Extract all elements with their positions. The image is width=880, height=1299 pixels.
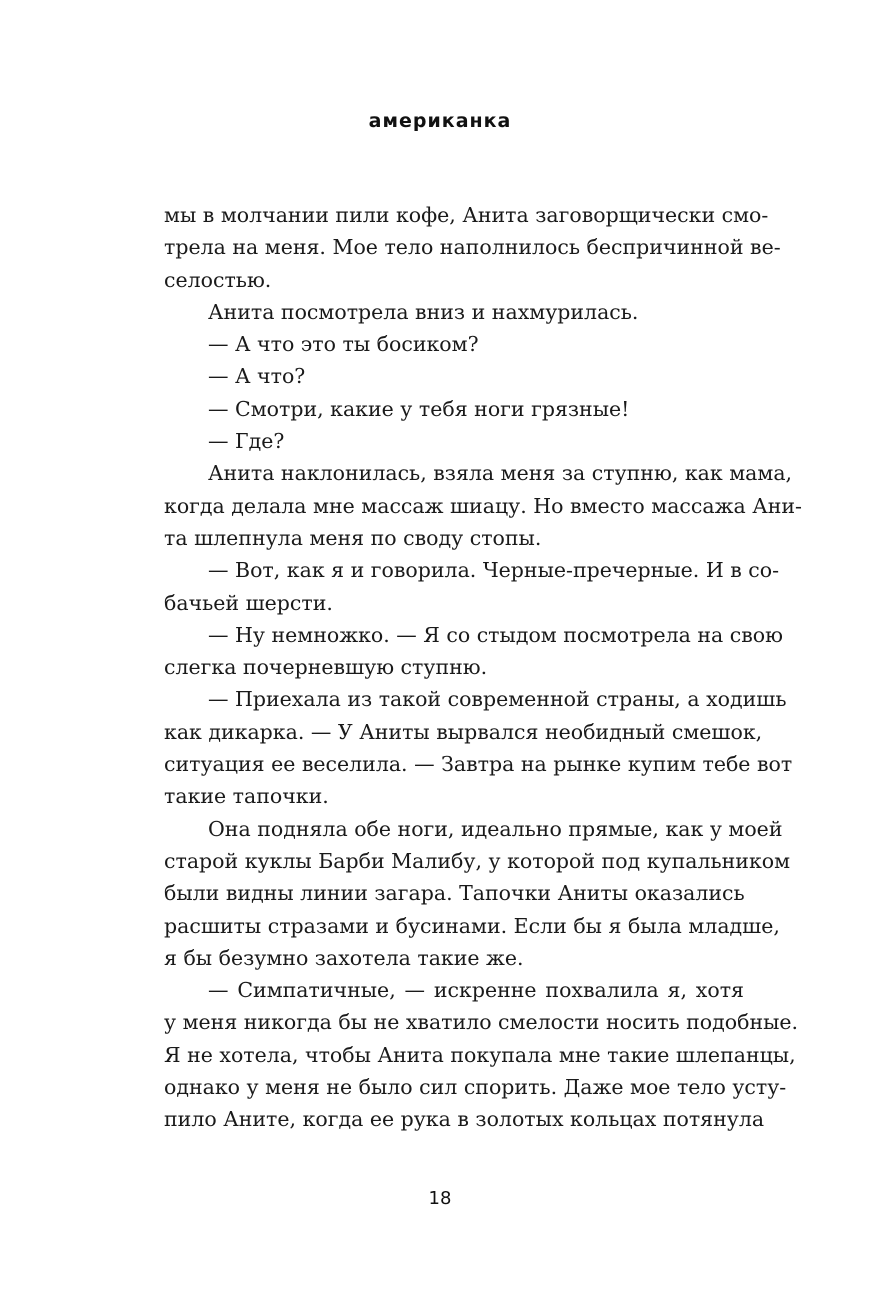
text-line: как дикарка. — У Аниты вырвался необидный смешок, bbox=[164, 719, 763, 744]
text-line: расшиты стразами и бусинами. Если бы я была младше, bbox=[164, 913, 780, 938]
text-line: мы в молчании пили кофе, Анита заговорщически смо- bbox=[164, 203, 769, 227]
text-line: старой куклы Барби Малибу, у которой под купальником bbox=[164, 848, 791, 873]
paragraph bbox=[164, 360, 744, 392]
paragraph bbox=[164, 813, 791, 974]
text-line: такие тапочки. bbox=[164, 784, 329, 809]
text-line: — А что это ты босиком? bbox=[208, 332, 479, 357]
text-line: были видны линии загара. Тапочки Аниты оказались bbox=[164, 881, 745, 906]
text-line: — Приехала из такой современной страны, а ходишь bbox=[208, 687, 787, 712]
text-line: Анита наклонилась, взяла меня за ступню, как мама, bbox=[208, 461, 793, 486]
paragraph bbox=[164, 554, 780, 619]
text-line: — Ну немножко. — Я со стыдом посмотрела на свою bbox=[208, 622, 784, 647]
text-line: — А что? bbox=[208, 364, 306, 389]
text-line: Она подняла обе ноги, идеально прямые, как у моей bbox=[208, 816, 783, 841]
text-line: у меня никогда бы не хватило смелости носить подобные. bbox=[164, 1010, 799, 1035]
text-line: — Вот, как я и говорила. Черные-пречерные. И в со- bbox=[208, 558, 780, 583]
text-line: — Смотри, какие у тебя ноги грязные! bbox=[208, 396, 630, 421]
text-line: селостью. bbox=[164, 267, 272, 292]
body-text bbox=[164, 199, 802, 1136]
text-line: однако у меня не было сил спорить. Даже мое тело усту- bbox=[164, 1075, 787, 1100]
running-title: американка bbox=[368, 110, 512, 132]
page-number: 18 bbox=[428, 1188, 452, 1209]
text-line: — Симпатичные, — искренне похвалила я, хотя bbox=[208, 978, 744, 1003]
text-line: Анита посмотрела вниз и нахмурилась. bbox=[208, 299, 639, 324]
paragraph bbox=[164, 974, 799, 1135]
text-line: я бы безумно захотела такие же. bbox=[164, 945, 524, 970]
paragraph bbox=[164, 199, 781, 296]
text-line: Я не хотела, чтобы Анита покупала мне такие шлепанцы, bbox=[164, 1042, 796, 1067]
paragraph bbox=[164, 683, 793, 812]
text-line: когда делала мне массаж шиацу. Но вместо массажа Ани- bbox=[164, 493, 802, 518]
paragraph bbox=[164, 457, 802, 554]
paragraph bbox=[164, 328, 744, 360]
text-line: трела на меня. Мое тело наполнилось беспричинной ве- bbox=[164, 235, 781, 260]
text-line: — Где? bbox=[208, 429, 285, 454]
paragraph bbox=[164, 393, 744, 425]
text-line: пило Аните, когда ее рука в золотых кольцах потянула bbox=[164, 1107, 765, 1132]
paragraph bbox=[164, 619, 784, 684]
paragraph bbox=[164, 296, 744, 328]
text-line: та шлепнула меня по своду стопы. bbox=[164, 525, 542, 550]
paragraph bbox=[164, 425, 744, 457]
text-line: слегка почерневшую ступню. bbox=[164, 655, 488, 680]
text-line: бачьей шерсти. bbox=[164, 590, 333, 615]
text-line: ситуация ее веселила. — Завтра на рынке купим тебе вот bbox=[164, 752, 793, 777]
